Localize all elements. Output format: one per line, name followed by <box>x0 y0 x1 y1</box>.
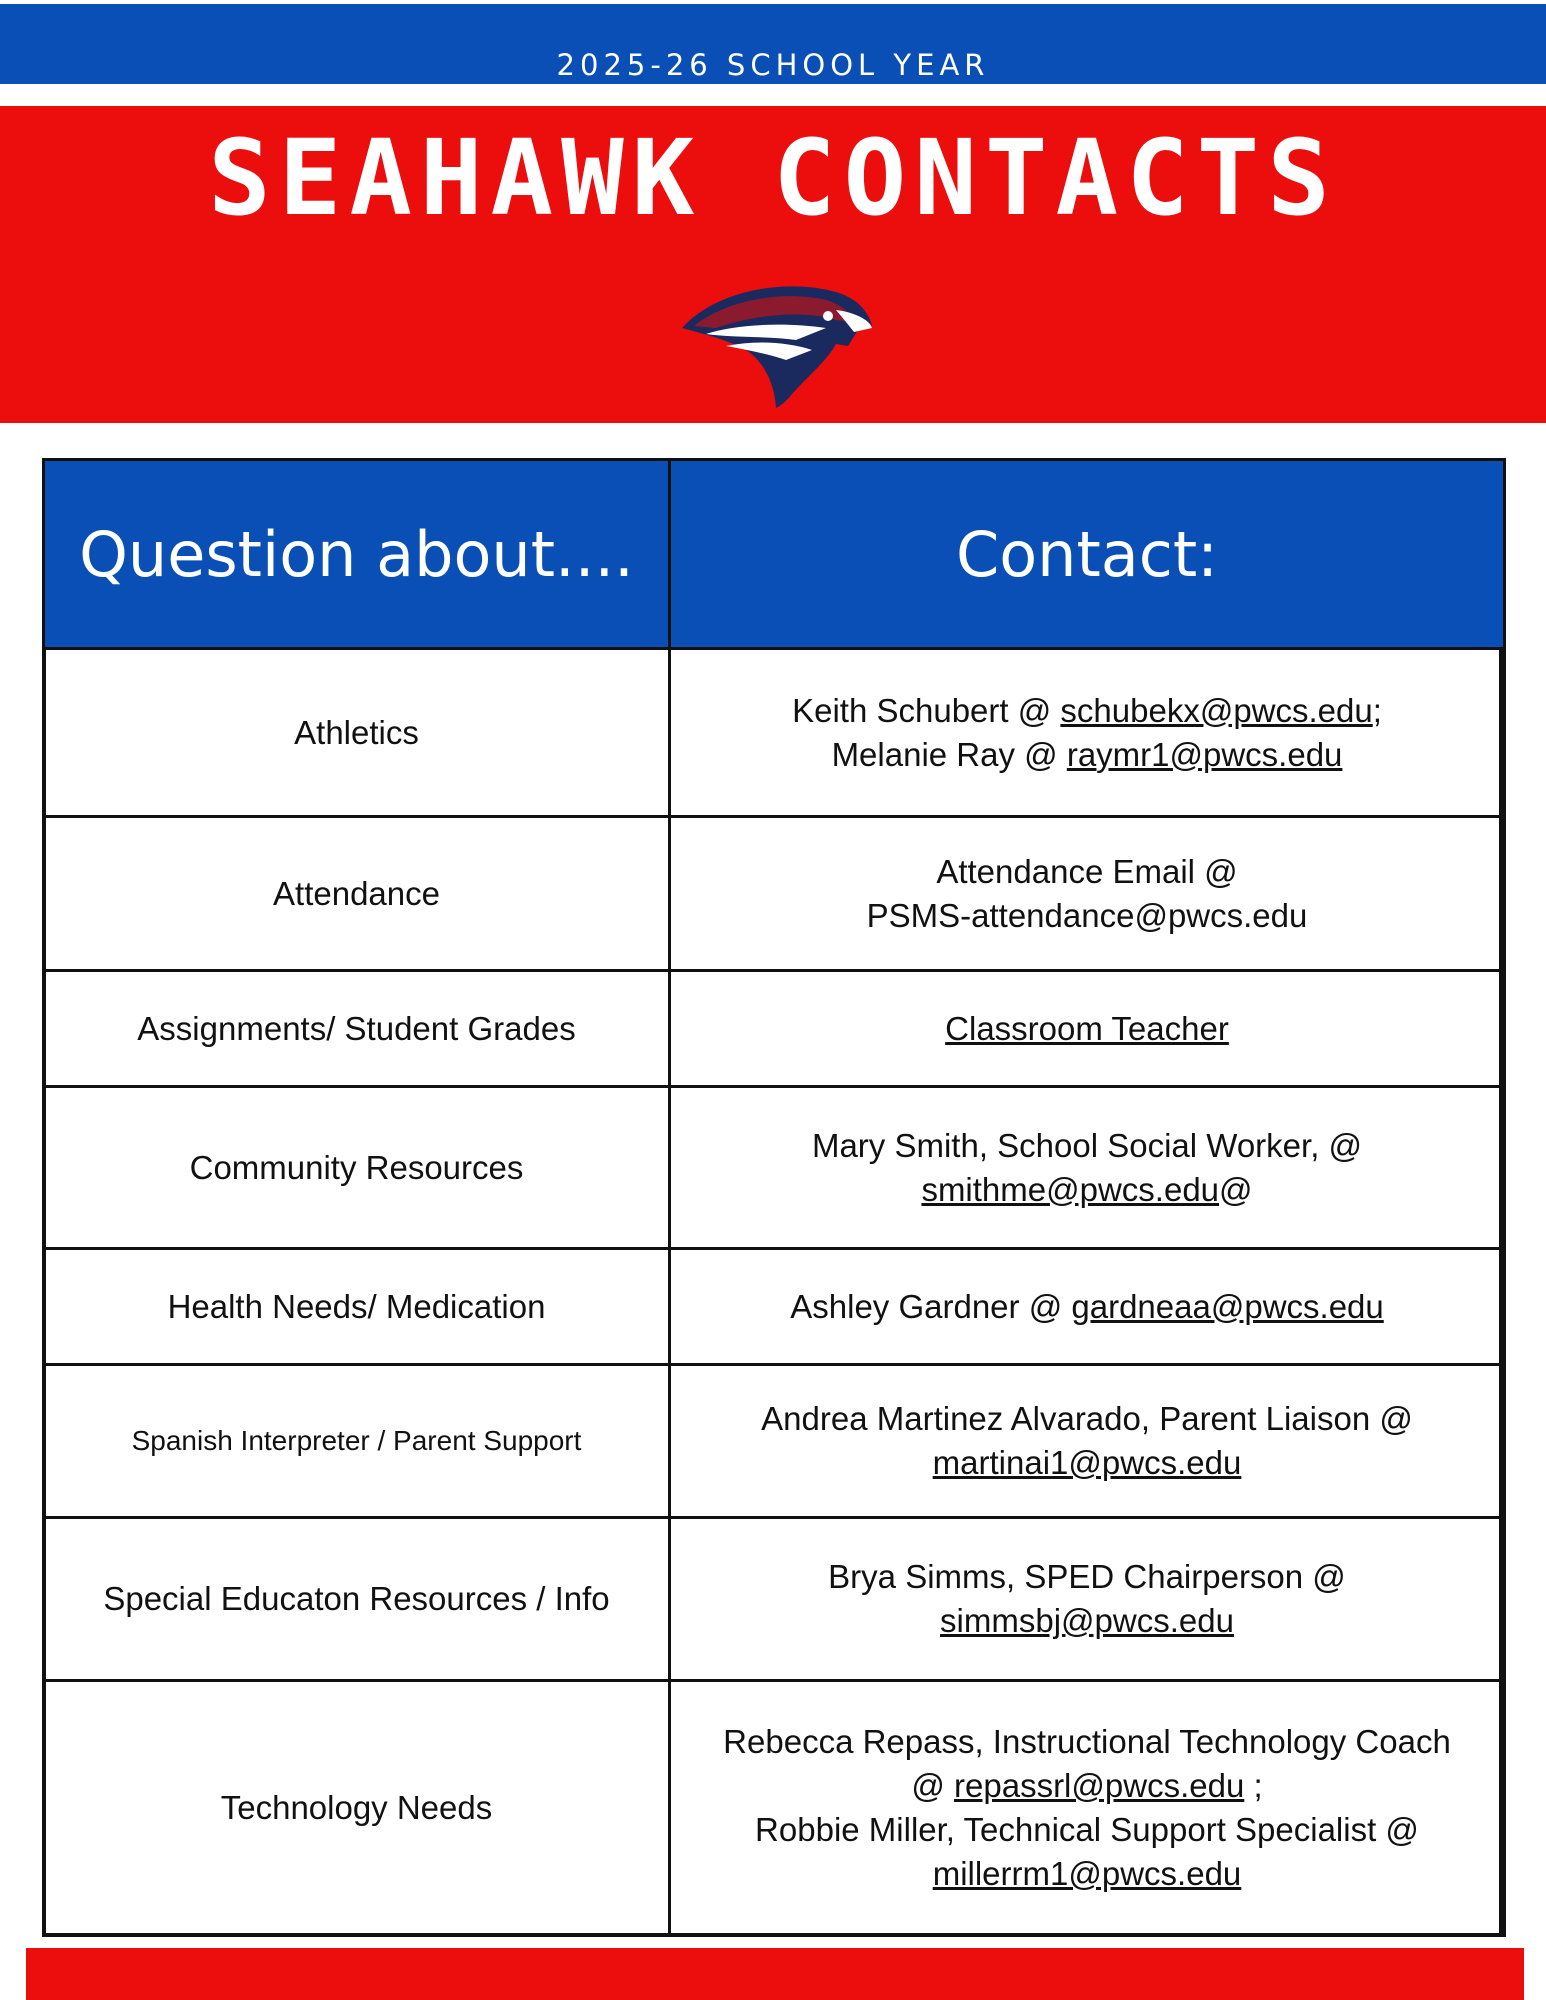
contact-cell <box>670 1365 1505 1518</box>
header-contact: Contact: <box>670 460 1505 649</box>
bottom-banner <box>26 1948 1524 2000</box>
contact-cell <box>670 1087 1505 1249</box>
email-link[interactable]: raymr1@pwcs.edu <box>1066 735 1343 773</box>
email-link[interactable]: repassrl@pwcs.edu <box>954 1767 1245 1804</box>
email-link[interactable]: simmsbj@pwcs.edu <box>940 1602 1234 1639</box>
contact-text: Attendance Email @ <box>936 852 1238 890</box>
table-row <box>44 649 1505 817</box>
topic-cell: Attendance <box>44 817 670 971</box>
contact-text: Melanie Ray @ <box>831 735 1067 773</box>
topic-cell: Health Needs/ Medication <box>44 1249 670 1365</box>
classroom-teacher-link[interactable]: Classroom Teacher <box>945 1009 1229 1047</box>
contact-text: ; <box>1244 1767 1263 1804</box>
table-row <box>44 1249 1505 1365</box>
topic-cell: Assignments/ Student Grades <box>44 971 670 1087</box>
school-year: 2025-26 SCHOOL YEAR <box>556 48 990 82</box>
contact-cell <box>670 1249 1505 1365</box>
table-row <box>44 817 1505 971</box>
email-link[interactable]: schubekx@pwcs.edu <box>1060 691 1373 729</box>
table-row <box>44 1518 1505 1681</box>
contact-cell <box>670 1518 1505 1681</box>
table-header-row <box>44 460 1505 649</box>
contact-text: Robbie Miller, Technical Support Specialist @ <box>755 1811 1419 1848</box>
topic-cell: Special Educaton Resources / Info <box>44 1518 670 1681</box>
table-row <box>44 971 1505 1087</box>
contact-text: Brya Simms, SPED Chairperson @ <box>828 1558 1346 1595</box>
topic-cell: Community Resources <box>44 1087 670 1249</box>
contact-cell <box>670 971 1505 1087</box>
contact-text: @ <box>1219 1170 1253 1208</box>
contact-cell <box>670 817 1505 971</box>
table-row <box>44 1681 1505 1936</box>
seahawk-eye <box>823 311 833 321</box>
contact-text: ; <box>1372 691 1382 729</box>
contact-text: Mary Smith, School Social Worker, @ <box>811 1126 1363 1164</box>
contact-text: @ <box>911 1767 955 1804</box>
page-title: SEAHAWK CONTACTS <box>208 117 1338 239</box>
contact-text: Andrea Martinez Alvarado, Parent Liaison @ <box>761 1400 1413 1437</box>
top-banner <box>0 4 1546 84</box>
table-row <box>44 1087 1505 1249</box>
topic-cell: Spanish Interpreter / Parent Support <box>44 1365 670 1518</box>
topic-cell: Technology Needs <box>44 1681 670 1936</box>
contact-cell <box>670 1681 1505 1936</box>
email-link[interactable]: millerrm1@pwcs.edu <box>932 1855 1242 1892</box>
email-link[interactable]: gardneaa@pwcs.edu <box>1071 1287 1384 1325</box>
contact-text: Rebecca Repass, Instructional Technology Coach <box>723 1723 1451 1760</box>
topic-cell: Athletics <box>44 649 670 817</box>
email-link[interactable]: smithme@pwcs.edu <box>921 1170 1220 1208</box>
contacts-table <box>42 458 1506 1937</box>
email-link[interactable]: martinai1@pwcs.edu <box>932 1444 1242 1481</box>
contact-text: Ashley Gardner @ <box>790 1287 1072 1325</box>
contact-cell <box>670 649 1505 817</box>
seahawk-logo-icon <box>676 270 874 408</box>
table-row <box>44 1365 1505 1518</box>
header-question: Question about.... <box>44 460 670 649</box>
contact-text: PSMS-attendance@pwcs.edu <box>866 896 1308 934</box>
contact-text: Keith Schubert @ <box>792 691 1061 729</box>
